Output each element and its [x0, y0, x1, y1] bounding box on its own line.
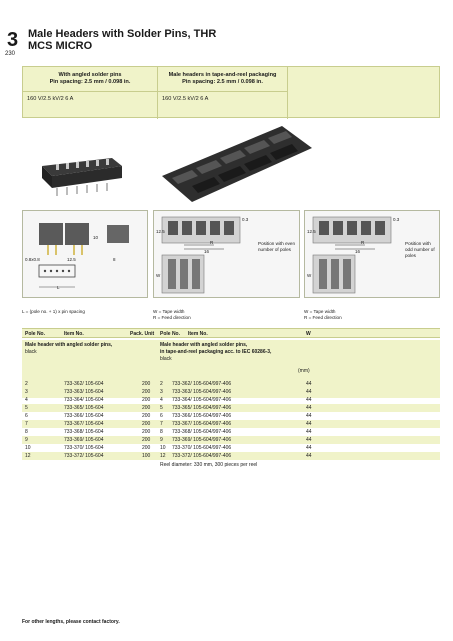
table-cell-p2: 12: [160, 453, 166, 459]
footer-note: For other lengths, please contact factory.: [22, 619, 120, 625]
tape-width-note-right: W = Tape width: [304, 309, 336, 314]
tape-odd-note: Position with odd number of poles: [405, 241, 435, 258]
left-desc-line-1: Male header with angled solder pins,: [25, 342, 113, 348]
table-cell-w: 44: [306, 397, 312, 403]
table-cell-pu: 100: [142, 453, 151, 459]
table-cell-item: 733-367/ 105-604: [64, 421, 104, 427]
table-cell-item2: 733-362/ 105-604/997-406: [172, 381, 232, 387]
table-row: [22, 388, 440, 396]
spec-col-right: [158, 67, 288, 119]
table-cell-w: 44: [306, 445, 312, 451]
table-cell-w: 44: [306, 453, 312, 459]
page-title: Male Headers with Solder Pins, THR: [28, 28, 217, 40]
table-row: [22, 452, 440, 460]
spec-left-rating: 160 V/2.5 kV/2 6 A: [27, 96, 74, 102]
table-cell-item: 733-369/ 105-604: [64, 437, 104, 443]
table-cell-p: 9: [25, 437, 28, 443]
svg-text:0.3: 0.3: [393, 217, 400, 222]
unit-label: (mm): [298, 368, 310, 374]
table-cell-p: 3: [25, 389, 28, 395]
svg-text:16: 16: [355, 249, 361, 254]
page-number: 230: [5, 51, 16, 57]
right-desc-line-1: Male header with angled solder pins,: [160, 342, 248, 348]
feed-direction-note-mid: R = Feed direction: [153, 315, 191, 320]
diagram-header-dimensions: [22, 210, 148, 298]
table-cell-p2: 2: [160, 381, 163, 387]
table-cell-item2: 733-366/ 105-604/997-406: [172, 413, 232, 419]
svg-text:W: W: [156, 273, 161, 278]
svg-text:16: 16: [204, 249, 210, 254]
col-pole-no-2: Pole No.: [160, 331, 181, 337]
table-row: [22, 420, 440, 428]
product-photos: [22, 118, 440, 206]
reel-note: Reel diameter: 330 mm, 300 pieces per reel: [160, 462, 258, 468]
table-cell-p: 2: [25, 381, 28, 387]
table-cell-item: 733-372/ 105-604: [64, 453, 104, 459]
table-row: [22, 436, 440, 444]
svg-text:L: L: [57, 285, 60, 290]
table-cell-p: 12: [25, 453, 31, 459]
svg-text:R: R: [210, 240, 214, 245]
table-cell-pu: 200: [142, 445, 151, 451]
page-subtitle: MCS MICRO: [28, 40, 93, 52]
col-item-no-2: Item No.: [188, 331, 208, 337]
spec-right-head-1: Male headers in tape-and-reel packaging: [168, 72, 277, 78]
diagram-tape-even: [153, 210, 300, 298]
table-cell-item2: 733-368/ 105-604/997-406: [172, 429, 232, 435]
table-row: [22, 404, 440, 412]
table-cell-item: 733-363/ 105-604: [64, 389, 104, 395]
dimension-diagrams: [22, 206, 440, 302]
table-cell-w: 44: [306, 405, 312, 411]
table-cell-w: 44: [306, 429, 312, 435]
spec-right-head-2: Pin spacing: 2.5 mm / 0.098 in.: [182, 79, 263, 85]
svg-text:12.5: 12.5: [156, 229, 165, 234]
table-row: [22, 428, 440, 436]
spec-right-rating: 160 V/2.5 kV/2 6 A: [162, 96, 209, 102]
table-cell-item2: 733-364/ 105-604/997-406: [172, 397, 232, 403]
spec-left-head-1: With angled solder pins: [58, 72, 122, 78]
svg-text:R: R: [361, 240, 365, 245]
spec-left-head-2: Pin spacing: 2.5 mm / 0.098 in.: [49, 79, 131, 85]
diagram-tape-odd: [304, 210, 440, 298]
tape-even-note: Position with even number of poles: [258, 241, 296, 252]
table-cell-p: 5: [25, 405, 28, 411]
table-cell-p2: 4: [160, 397, 163, 403]
table-cell-p2: 3: [160, 389, 163, 395]
table-cell-w: 44: [306, 413, 312, 419]
header-photo-left: [22, 118, 440, 206]
table-cell-item: 733-362/ 105-604: [64, 381, 104, 387]
right-desc-line-2: in tape-and-reel packaging acc. to IEC 60286-3,: [160, 349, 272, 355]
left-desc-line-2: black: [25, 349, 37, 355]
svg-text:12.5: 12.5: [67, 257, 76, 262]
table-cell-w: 44: [306, 389, 312, 395]
table-cell-p: 6: [25, 413, 28, 419]
table-cell-item: 733-364/ 105-604: [64, 397, 104, 403]
table-cell-pu: 200: [142, 389, 151, 395]
svg-text:0.8x0.8: 0.8x0.8: [25, 257, 40, 262]
tape-width-note-mid: W = Tape width: [153, 309, 185, 314]
table-cell-item2: 733-369/ 105-604/997-406: [172, 437, 232, 443]
table-cell-p2: 5: [160, 405, 163, 411]
table-cell-pu: 200: [142, 421, 151, 427]
table-cell-item: 733-368/ 105-604: [64, 429, 104, 435]
table-row: [22, 444, 440, 452]
table-cell-item: 733-370/ 105-604: [64, 445, 104, 451]
col-pole-no: Pole No.: [25, 331, 46, 337]
table-header-row: [22, 328, 440, 338]
table-cell-p2: 7: [160, 421, 163, 427]
feed-direction-note-right: R = Feed direction: [304, 315, 342, 320]
table-row: [22, 380, 440, 388]
table-cell-item: 733-365/ 105-604: [64, 405, 104, 411]
table-cell-p: 10: [25, 445, 31, 451]
table-cell-item2: 733-372/ 105-604/997-406: [172, 453, 232, 459]
svg-text:W: W: [307, 273, 312, 278]
table-cell-p2: 6: [160, 413, 163, 419]
table-cell-pu: 200: [142, 437, 151, 443]
table-cell-item2: 733-365/ 105-604/997-406: [172, 405, 232, 411]
col-w: W: [306, 331, 311, 337]
table-cell-p2: 8: [160, 429, 163, 435]
table-cell-p2: 9: [160, 437, 163, 443]
spec-band: [22, 66, 440, 118]
spec-col-left: [23, 67, 158, 119]
tape-reel-photo: [162, 126, 312, 202]
chapter-number: 3: [7, 29, 19, 51]
svg-text:8: 8: [113, 257, 116, 262]
table-row: [22, 412, 440, 420]
table-cell-item2: 733-363/ 105-604/997-406: [172, 389, 232, 395]
table-cell-p: 4: [25, 397, 28, 403]
table-cell-pu: 200: [142, 397, 151, 403]
table-cell-pu: 200: [142, 405, 151, 411]
svg-text:0.3: 0.3: [242, 217, 249, 222]
table-cell-pu: 200: [142, 413, 151, 419]
table-cell-pu: 200: [142, 429, 151, 435]
col-item-no: Item No.: [64, 331, 84, 337]
table-row: [22, 396, 440, 404]
table-cell-w: 44: [306, 421, 312, 427]
table-cell-p2: 10: [160, 445, 166, 451]
right-desc-line-3: black: [160, 356, 172, 362]
table-cell-item2: 733-370/ 105-604/997-406: [172, 445, 232, 451]
table-cell-p: 7: [25, 421, 28, 427]
table-cell-item: 733-366/ 105-604: [64, 413, 104, 419]
table-cell-w: 44: [306, 437, 312, 443]
table-cell-p: 8: [25, 429, 28, 435]
table-cell-pu: 200: [142, 381, 151, 387]
col-pack-unit: Pack. Unit: [130, 331, 155, 337]
table-cell-item2: 733-367/ 105-604/997-406: [172, 421, 232, 427]
svg-text:12.5: 12.5: [307, 229, 316, 234]
table-cell-w: 44: [306, 381, 312, 387]
svg-text:10: 10: [93, 235, 99, 240]
length-formula-note: L = (pole no. + 1) x pin spacing: [22, 309, 85, 314]
